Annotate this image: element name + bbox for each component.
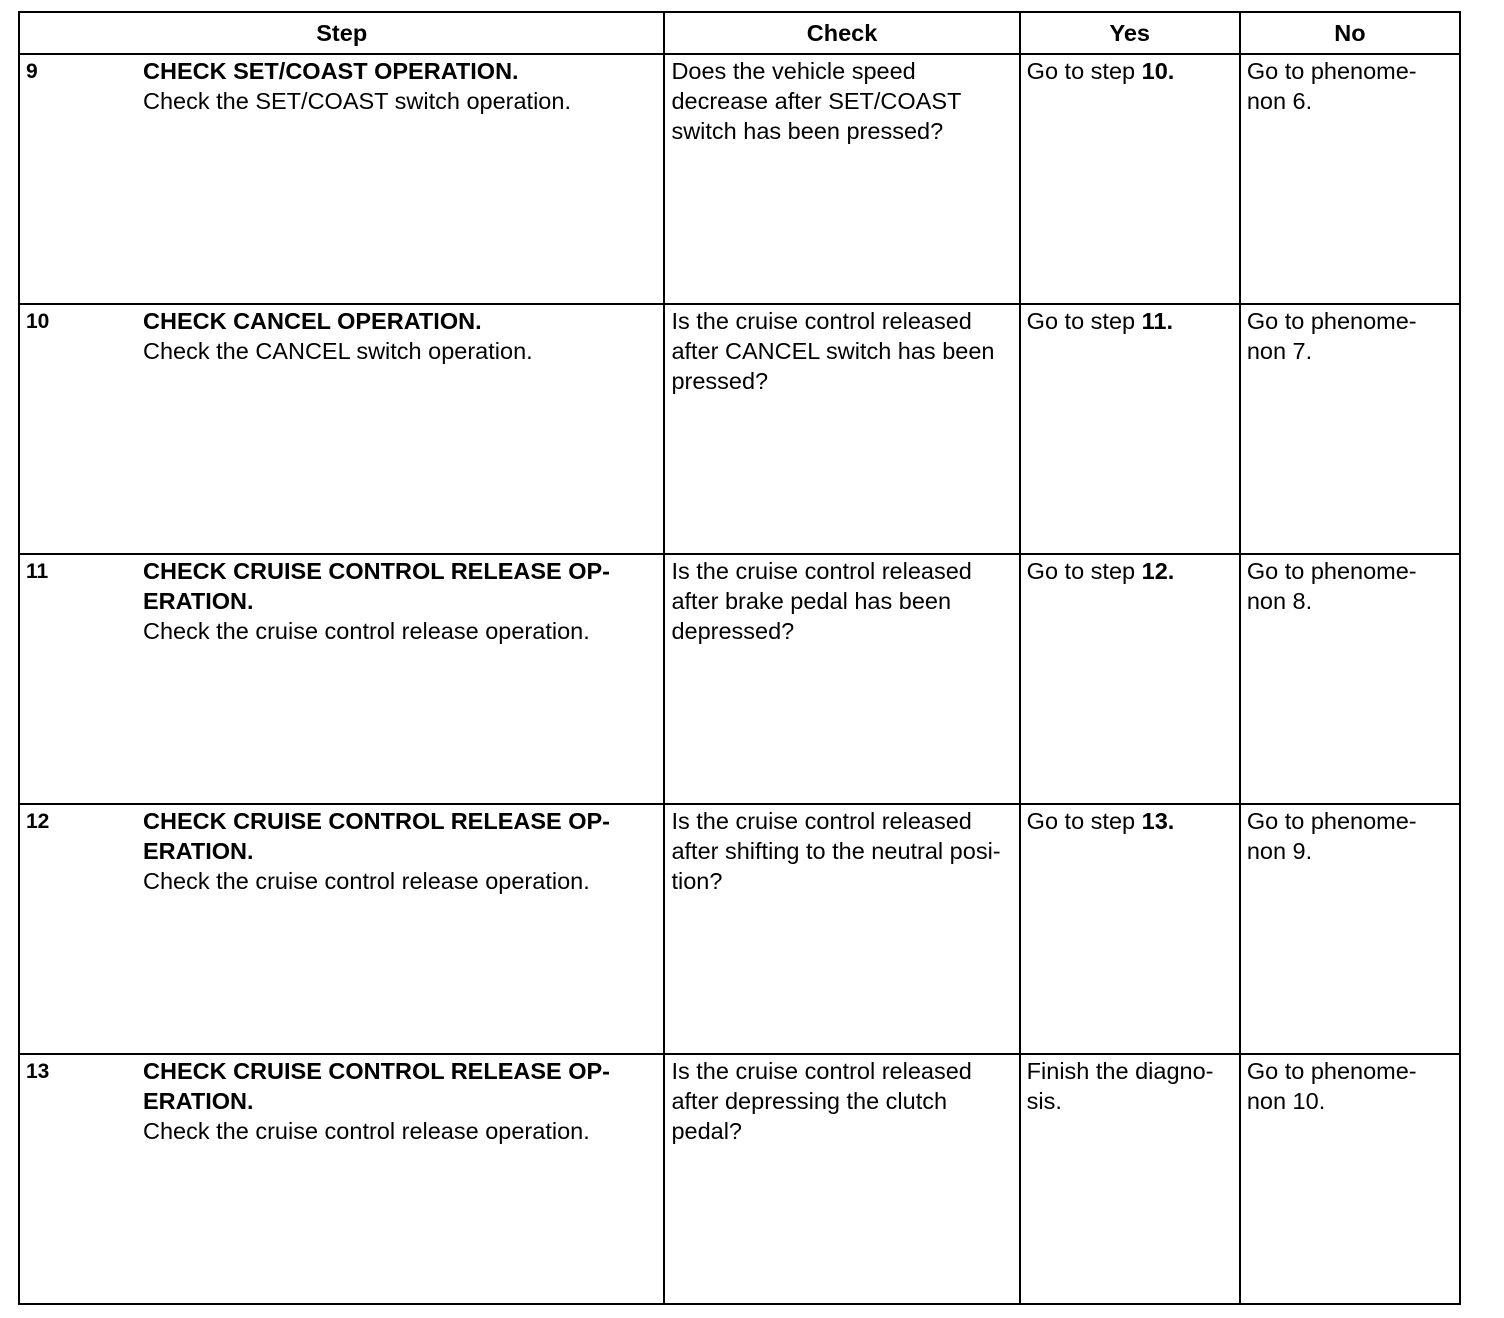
header-no: No <box>1240 12 1460 54</box>
no-cell <box>1240 554 1460 804</box>
no-cell <box>1240 1054 1460 1304</box>
check-text: Is the cruise control released after CANCEL switch has been pressed? <box>671 308 995 394</box>
check-cell <box>664 554 1019 804</box>
yes-step-ref: 13. <box>1141 808 1175 834</box>
step-cell <box>19 54 664 304</box>
step-title: CHECK SET/COAST OPERATION. <box>143 58 519 84</box>
check-text: Does the vehicle speed decrease after SET/COAST switch has been pressed? <box>671 58 962 144</box>
step-body <box>143 1055 663 1146</box>
yes-prefix: Go to step <box>1026 308 1142 334</box>
no-text: Go to phenome- non 9. <box>1246 808 1417 864</box>
no-text: Go to phenome- non 10. <box>1246 1058 1417 1114</box>
step-cell <box>19 304 664 554</box>
header-step: Step <box>19 12 664 54</box>
diagnostic-table <box>18 11 1461 1305</box>
no-text: Go to phenome- non 8. <box>1246 558 1417 614</box>
yes-step-ref: 12. <box>1141 558 1175 584</box>
table-row <box>19 804 1460 1054</box>
table-row <box>19 554 1460 804</box>
yes-prefix: Finish the diagno- sis. <box>1026 1058 1214 1114</box>
yes-prefix: Go to step <box>1026 808 1142 834</box>
yes-text <box>1021 1055 1239 1116</box>
yes-step-ref: 11. <box>1141 308 1173 334</box>
step-number: 9 <box>26 60 38 83</box>
yes-cell <box>1020 804 1240 1054</box>
step-description: Check the SET/COAST switch operation. <box>143 88 571 114</box>
table-row <box>19 1054 1460 1304</box>
yes-text <box>1021 555 1239 586</box>
no-cell <box>1240 304 1460 554</box>
yes-text <box>1021 805 1239 836</box>
yes-step-ref: 10. <box>1141 58 1175 84</box>
step-body <box>143 555 663 646</box>
step-cell <box>19 554 664 804</box>
yes-cell <box>1020 54 1240 304</box>
no-text: Go to phenome- non 7. <box>1246 308 1417 364</box>
yes-prefix: Go to step <box>1026 58 1142 84</box>
step-title: CHECK CRUISE CONTROL RELEASE OP- ERATION. <box>143 558 610 614</box>
step-body <box>143 805 663 896</box>
step-description: Check the CANCEL switch operation. <box>143 338 533 364</box>
check-cell <box>664 304 1019 554</box>
header-yes: Yes <box>1020 12 1240 54</box>
step-number: 13 <box>26 1060 50 1083</box>
step-title: CHECK CRUISE CONTROL RELEASE OP- ERATION. <box>143 1058 610 1114</box>
yes-cell <box>1020 304 1240 554</box>
step-description: Check the cruise control release operation. <box>143 868 590 894</box>
no-text: Go to phenome- non 6. <box>1246 58 1417 114</box>
no-cell <box>1240 804 1460 1054</box>
table-body <box>19 54 1460 1304</box>
step-number: 10 <box>26 310 50 333</box>
header-check: Check <box>664 12 1019 54</box>
check-cell <box>664 1054 1019 1304</box>
check-text: Is the cruise control released after brake pedal has been depressed? <box>671 558 972 644</box>
no-cell <box>1240 54 1460 304</box>
header-row <box>19 12 1460 54</box>
step-number: 11 <box>26 560 49 583</box>
step-cell <box>19 804 664 1054</box>
table-header <box>19 12 1460 54</box>
check-text: Is the cruise control released after depressing the clutch pedal? <box>671 1058 972 1144</box>
yes-prefix: Go to step <box>1026 558 1142 584</box>
step-description: Check the cruise control release operation. <box>143 618 590 644</box>
yes-cell <box>1020 554 1240 804</box>
step-description: Check the cruise control release operation. <box>143 1118 590 1144</box>
table-row <box>19 304 1460 554</box>
step-title: CHECK CANCEL OPERATION. <box>143 308 482 334</box>
yes-text <box>1021 305 1239 336</box>
yes-cell <box>1020 1054 1240 1304</box>
table-row <box>19 54 1460 304</box>
step-number: 12 <box>26 810 50 833</box>
step-body <box>143 55 663 116</box>
yes-text <box>1021 55 1239 86</box>
check-cell <box>664 54 1019 304</box>
check-cell <box>664 804 1019 1054</box>
check-text: Is the cruise control released after shifting to the neutral posi- tion? <box>671 808 1001 894</box>
step-title: CHECK CRUISE CONTROL RELEASE OP- ERATION. <box>143 808 610 864</box>
step-cell <box>19 1054 664 1304</box>
step-body <box>143 305 663 366</box>
